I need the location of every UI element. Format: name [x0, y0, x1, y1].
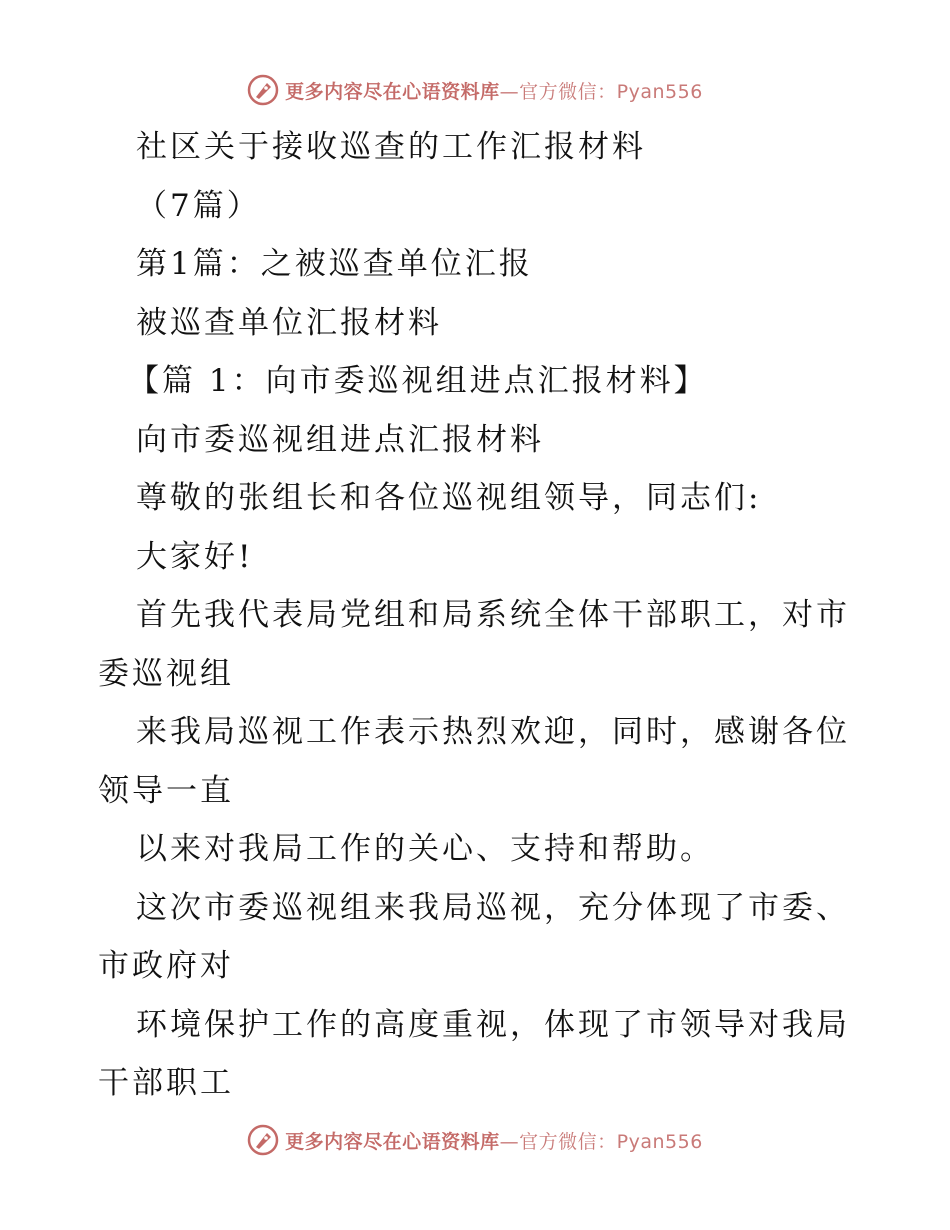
pen-nib-icon: [247, 74, 279, 106]
watermark-text: 更多内容尽在心语资料库—官方微信：Pyan556: [285, 1130, 703, 1153]
paragraph-line: 向市委巡视组进点汇报材料: [136, 421, 544, 458]
paragraph-line: 来我局巡视工作表示热烈欢迎，同时，感谢各位: [136, 714, 850, 750]
paragraph-line: 以来对我局工作的关心、支持和帮助。: [136, 831, 714, 867]
paragraph-line: 首先我代表局党组和局系统全体干部职工，对市: [136, 597, 850, 633]
paragraph-line: 尊敬的张组长和各位巡视组领导，同志们:: [136, 480, 762, 516]
watermark-text: 更多内容尽在心语资料库—官方微信：Pyan556: [285, 80, 703, 103]
section-heading: 第1篇：之被巡查单位汇报: [136, 246, 533, 282]
paragraph-line: 领导一直: [98, 772, 234, 809]
watermark-header: [0, 70, 950, 110]
paragraph-line: 委巡视组: [98, 655, 234, 692]
document-body: [98, 118, 858, 1113]
subsection-heading: 【篇 1：向市委巡视组进点汇报材料】: [128, 363, 708, 399]
paragraph-line: 环境保护工作的高度重视，体现了市领导对我局: [136, 1006, 850, 1043]
watermark-footer: [0, 1120, 950, 1160]
document-subtitle: （7篇）: [136, 187, 261, 224]
document-title: 社区关于接收巡查的工作汇报材料: [136, 129, 646, 165]
paragraph-line: 干部职工: [98, 1065, 234, 1101]
paragraph-line: 大家好!: [136, 538, 254, 575]
pen-nib-icon: [247, 1124, 279, 1156]
paragraph-line: 被巡查单位汇报材料: [136, 304, 442, 341]
paragraph-line: 这次市委巡视组来我局巡视，充分体现了市委、: [136, 889, 850, 926]
paragraph-line: 市政府对: [98, 948, 234, 984]
